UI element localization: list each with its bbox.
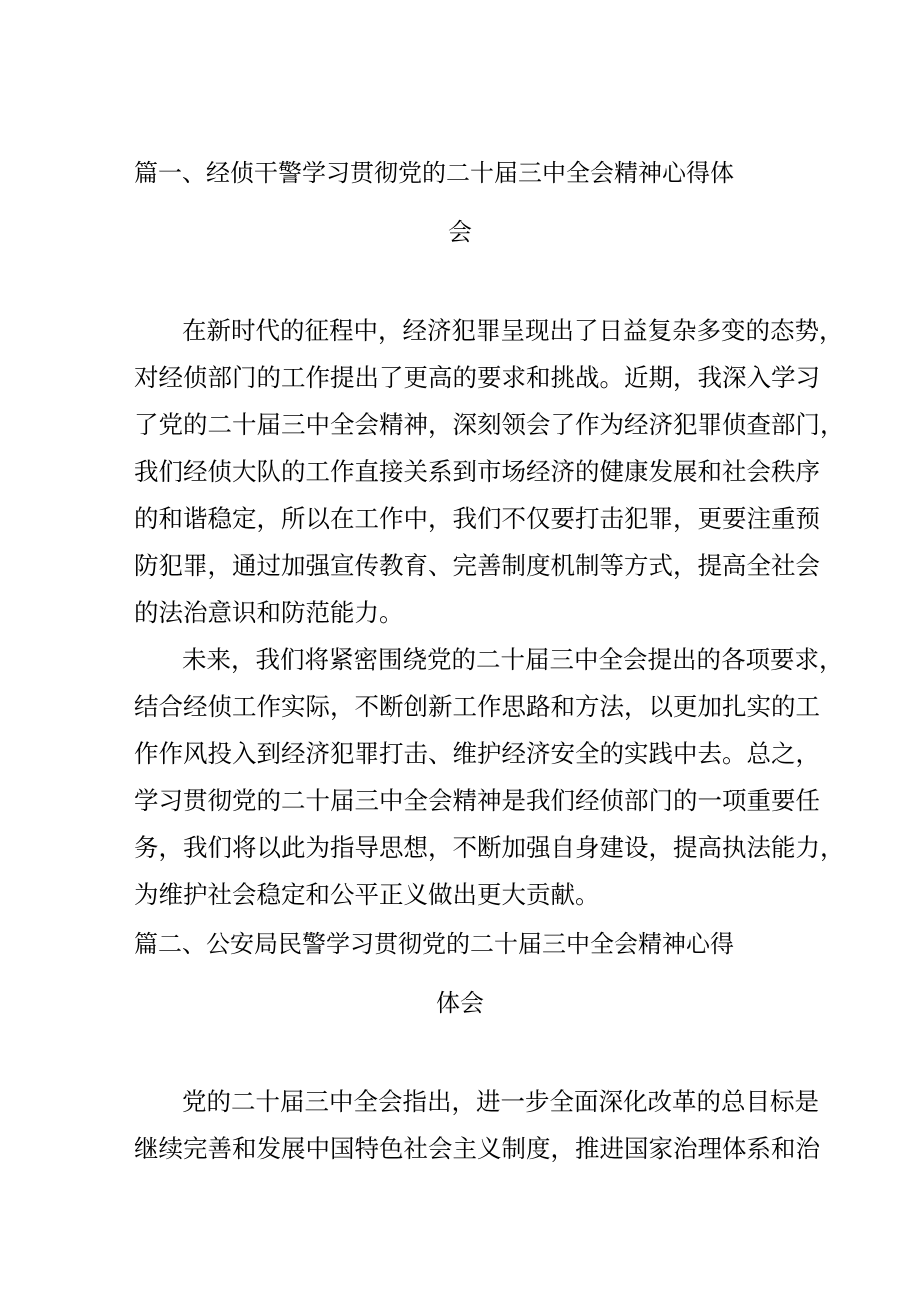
paragraph-line: 对经侦部门的工作提出了更高的要求和挑战。近期，我深入学习: [134, 363, 820, 392]
paragraph-line: 务，我们将以此为指导思想，不断加强自身建设，提高执法能力，: [134, 833, 845, 862]
paragraph-line: 防犯罪，通过加强宣传教育、完善制度机制等方式，提高全社会: [134, 551, 820, 580]
paragraph-line: 的法治意识和防范能力。: [134, 598, 404, 627]
paragraph-line: 学习贯彻党的二十届三中全会精神是我们经侦部门的一项重要任: [134, 786, 820, 815]
paragraph-line: 继续完善和发展中国特色社会主义制度，推进国家治理体系和治: [134, 1134, 820, 1163]
paragraph-line: 了党的二十届三中全会精神，深刻领会了作为经济犯罪侦查部门，: [134, 410, 845, 439]
section1-title-line2: 会: [448, 218, 472, 246]
paragraph-line: 我们经侦大队的工作直接关系到市场经济的健康发展和社会秩序: [134, 457, 820, 486]
paragraph-line: 的和谐稳定，所以在工作中，我们不仅要打击犯罪，更要注重预: [134, 504, 820, 533]
paragraph-line: 结合经侦工作实际，不断创新工作思路和方法，以更加扎实的工: [134, 692, 820, 721]
section1-title-line1: 篇一、经侦干警学习贯彻党的二十届三中全会精神心得体: [134, 159, 734, 187]
section2-title-line2: 体会: [436, 989, 484, 1017]
paragraph-line: 作作风投入到经济犯罪打击、维护经济安全的实践中去。总之，: [134, 739, 820, 768]
paragraph-line: 党的二十届三中全会指出，进一步全面深化改革的总目标是: [182, 1087, 819, 1116]
paragraph-line: 为维护社会稳定和公平正义做出更大贡献。: [134, 880, 600, 909]
paragraph-line: 未来，我们将紧密围绕党的二十届三中全会提出的各项要求，: [182, 645, 844, 674]
paragraph-line: 在新时代的征程中，经济犯罪呈现出了日益复杂多变的态势，: [182, 316, 844, 345]
section2-title-line1: 篇二、公安局民警学习贯彻党的二十届三中全会精神心得: [134, 930, 734, 958]
